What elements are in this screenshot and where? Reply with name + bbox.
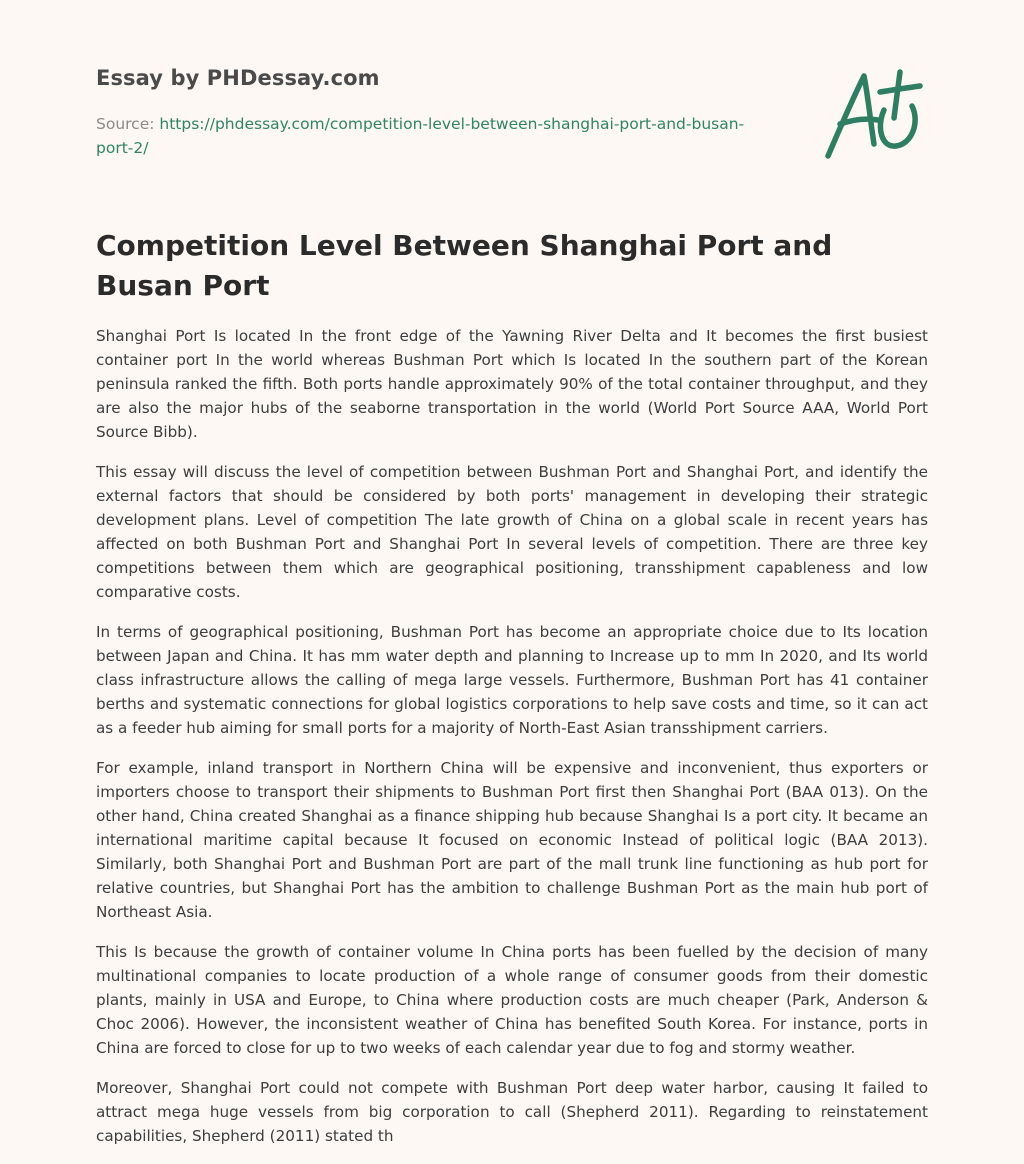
plus-horizontal-stroke xyxy=(880,86,920,92)
a-plus-grade-icon xyxy=(822,66,926,166)
essay-paragraph: In terms of geographical positioning, Bushman Port has become an appropriate choice due to Its location between Japan and China. It has mm water depth and planning to Increase up to mm In 2020, and Its world class infrastructure allows the calling of mega large vessels. Furthermore, Bushman Port has 41 container berths and systematic connections for global logistics corporations to help save costs and time, so it can act as a feeder hub aiming for small ports for a majority of North-East Asian transshipment carriers. xyxy=(96,623,928,737)
essay-paragraph: Shanghai Port Is located In the front edge of the Yawning River Delta and It becomes the first busiest container port In the world whereas Bushman Port which Is located In the southern part of the Korean peninsula ranked the fifth. Both ports handle approximately 90% of the total container throughput, and they are also the major hubs of the seaborne transportation in the world (World Port Source AAA, World Port Source Bibb). xyxy=(96,327,928,441)
plus-vertical-stroke xyxy=(894,72,900,118)
essay-paragraph: Moreover, Shanghai Port could not compete with Bushman Port deep water harbor, causing It failed to attract mega huge vessels from big corporation to call (Shepherd 2011). Regarding to reinstatement capabilities, Shepherd (2011) stated th xyxy=(96,1079,928,1145)
source-line xyxy=(96,112,776,160)
essay-body xyxy=(96,324,928,1164)
essay-paragraph: This essay will discuss the level of competition between Bushman Port and Shanghai Port, and identify the external factors that should be considered by both ports' management in developing their strategic development plans. Level of competition The late growth of China on a global scale in recent years has affected on both Bushman Port and Shanghai Port In several levels of competition. There are three key competitions between them which are geographical positioning, transshipment capableness and low comparative costs. xyxy=(96,463,928,601)
a-letter-stroke xyxy=(828,76,874,156)
essay-paragraph: For example, inland transport in Northern China will be expensive and inconvenient, thus exporters or importers choose to transport their shipments to Bushman Port first then Shanghai Port (BAA 013). On the other hand, China created Shanghai as a finance shipping hub because Shanghai Is a port city. It became an international maritime capital because It focused on economic Instead of political logic (BAA 2013). Similarly, both Shanghai Port and Bushman Port are part of the mall trunk line functioning as hub port for relative countries, but Shanghai Port has the ambition to challenge Bushman Port as the main hub port of Northeast Asia. xyxy=(96,759,928,921)
swirl-stroke xyxy=(880,106,915,146)
essay-paragraph: This Is because the growth of container volume In China ports has been fuelled by the decision of many multinational companies to locate production of a whole range of consumer goods from their domestic plants, mainly in USA and Europe, to China where production costs are much cheaper (Park, Anderson & Choc 2006). However, the inconsistent weather of China has benefited South Korea. For instance, ports in China are forced to close for up to two weeks of each calendar year due to fog and stormy weather. xyxy=(96,943,928,1057)
site-brand: Essay by PHDessay.com xyxy=(96,66,380,90)
source-label: Source: xyxy=(96,115,155,133)
source-link[interactable]: https://phdessay.com/competition-level-between-shanghai-port-and-busan-port-2/ xyxy=(96,115,745,157)
essay-title: Competition Level Between Shanghai Port and Busan Port xyxy=(96,229,833,302)
